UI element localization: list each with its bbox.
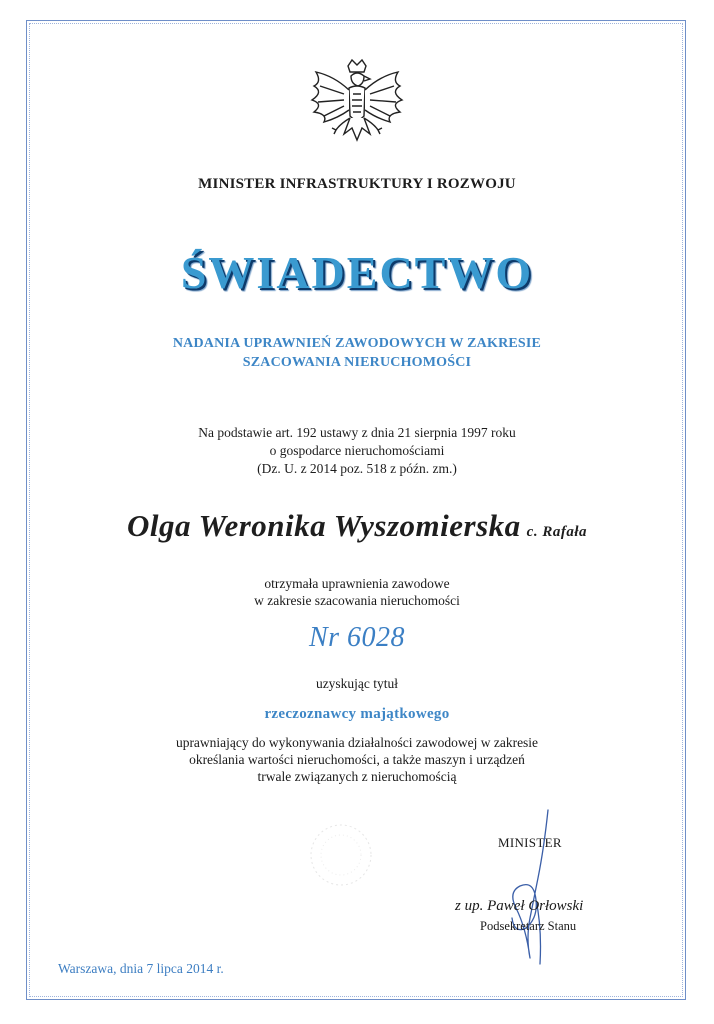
legal-basis	[60, 424, 654, 478]
holder-parent: c. Rafała	[526, 524, 587, 540]
polish-eagle-emblem-icon	[306, 58, 408, 150]
subtitle-line-2: SZACOWANIA NIERUCHOMOŚCI	[242, 355, 472, 370]
issuing-authority: MINISTER INFRASTRUKTURY I ROZWOJU	[198, 176, 516, 192]
received-statement	[60, 575, 654, 609]
handwritten-signature	[486, 808, 566, 968]
holder-name-line	[40, 508, 674, 544]
professional-title: rzeczoznawcy majątkowego	[264, 706, 450, 722]
received-line-1: otrzymała uprawnienia zawodowe	[264, 576, 450, 591]
place-and-date: Warszawa, dnia 7 lipca 2014 r.	[58, 961, 224, 976]
holder-name: Olga Weronika Wyszomierska	[126, 508, 521, 543]
gaining-title-label: uzyskując tytuł	[315, 676, 399, 691]
legal-line-1: Na podstawie art. 192 ustawy z dnia 21 sierpnia 1997 roku	[198, 425, 516, 440]
minister-label: MINISTER	[498, 835, 562, 850]
received-line-2: w zakresie szacowania nieruchomości	[254, 593, 460, 608]
scope-statement	[60, 734, 654, 785]
certificate-number: Nr 6028	[308, 622, 406, 653]
scope-line-1: uprawniający do wykonywania działalności zawodowej w zakresie	[175, 735, 539, 750]
scope-line-2: określania wartości nieruchomości, a także maszyn i urządzeń	[189, 752, 525, 767]
signer-name: z up. Paweł Orłowski	[455, 898, 584, 914]
subtitle-line-1: NADANIA UPRAWNIEŃ ZAWODOWYCH W ZAKRESIE	[172, 336, 542, 351]
certificate-title: ŚWIADECTWO	[180, 247, 534, 298]
signer-role: Podsekretarz Stanu	[480, 919, 577, 933]
scope-line-3: trwale związanych z nieruchomością	[257, 769, 457, 784]
embossed-seal-stamp	[296, 820, 386, 890]
legal-line-2: o gospodarce nieruchomościami	[269, 443, 445, 458]
legal-line-3: (Dz. U. z 2014 poz. 518 z późn. zm.)	[257, 461, 457, 476]
certificate-subtitle	[60, 334, 654, 372]
